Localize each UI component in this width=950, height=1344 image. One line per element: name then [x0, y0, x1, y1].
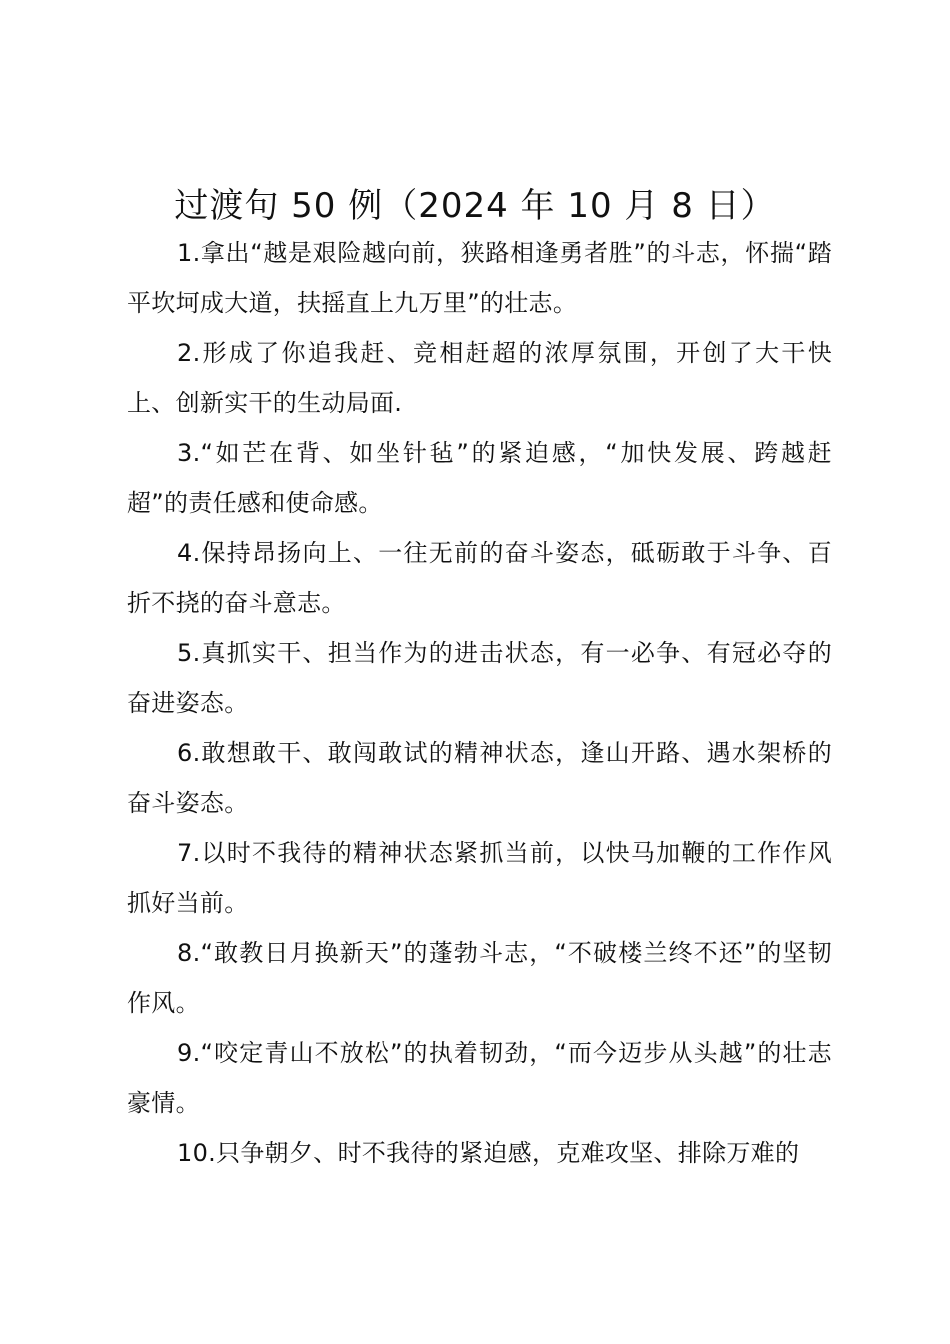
- document-body: [127, 228, 832, 1178]
- paragraph-2: 2.形成了你追我赶、竞相赶超的浓厚氛围，开创了大干快上、创新实干的生动局面.: [127, 339, 832, 417]
- paragraph-10: 10.只争朝夕、时不我待的紧迫感，克难攻坚、排除万难的: [177, 1139, 800, 1167]
- paragraph-9: 9.“咬定青山不放松”的执着韧劲，“而今迈步从头越”的壮志豪情。: [127, 1039, 832, 1117]
- paragraph-4: 4.保持昂扬向上、一往无前的奋斗姿态，砥砺敢于斗争、百折不挠的奋斗意志。: [127, 539, 832, 617]
- paragraph-7: 7.以时不我待的精神状态紧抓当前，以快马加鞭的工作作风抓好当前。: [127, 839, 832, 917]
- paragraph-6: 6.敢想敢干、敢闯敢试的精神状态，逢山开路、遇水架桥的奋斗姿态。: [127, 739, 832, 817]
- paragraph-8: 8.“敢教日月换新天”的蓬勃斗志，“不破楼兰终不还”的坚韧作风。: [127, 939, 832, 1017]
- paragraph-5: 5.真抓实干、担当作为的进击状态，有一必争、有冠必夺的奋进姿态。: [127, 639, 832, 717]
- document-title: 过渡句 50 例（2024 年 10 月 8 日）: [174, 186, 776, 226]
- paragraph-3: 3.“如芒在背、如坐针毡”的紧迫感，“加快发展、跨越赶超”的责任感和使命感。: [127, 439, 832, 517]
- paragraph-1: 1.拿出“越是艰险越向前，狭路相逢勇者胜”的斗志，怀揣“踏平坎坷成大道，扶摇直上九万里”的壮志。: [127, 239, 832, 317]
